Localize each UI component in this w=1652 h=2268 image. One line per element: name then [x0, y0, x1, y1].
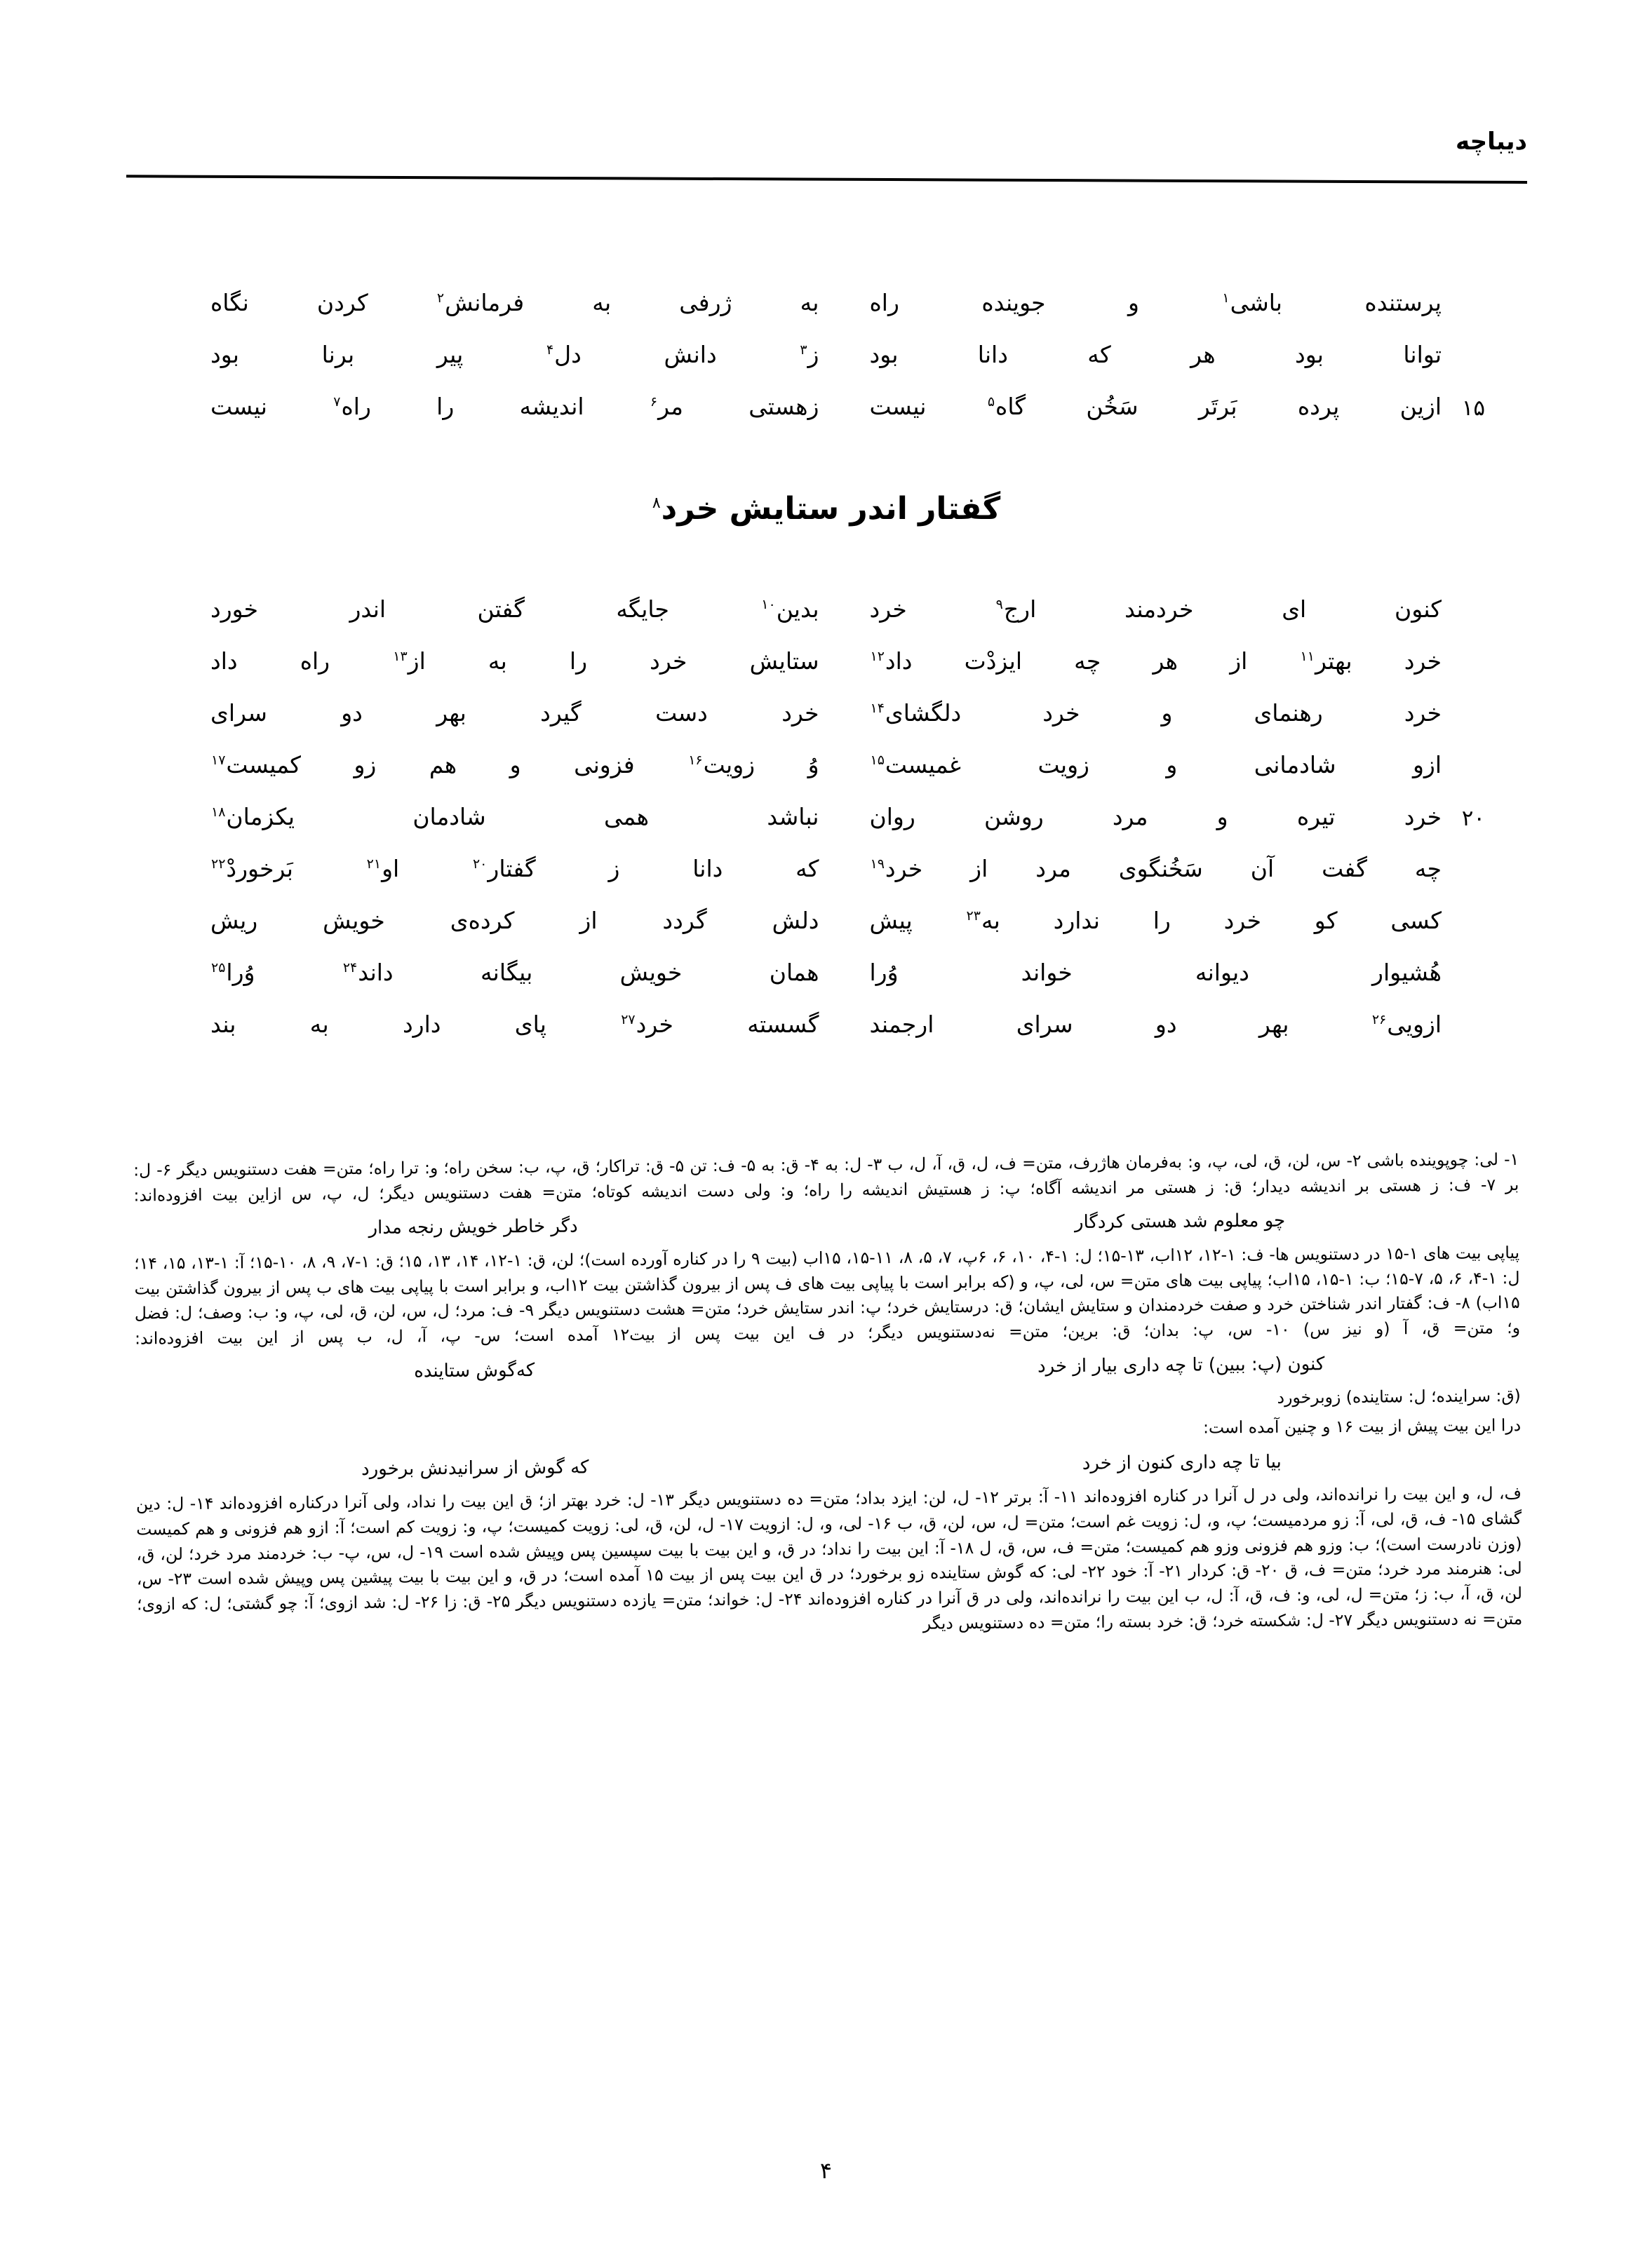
hemistich-tail: او: [382, 855, 472, 882]
hemistich-text: ازین پرده بَرتَر سَخُن گاه: [995, 393, 1442, 420]
hemistich-tail: فزونی و هم زو کمیست: [226, 751, 688, 778]
quoted-hemistich-left: که‌گوش ستاینده: [414, 1359, 535, 1382]
apparatus-note: درا این بیت پیش از بیت ۱۶ و چنین آمده است:: [1202, 1415, 1522, 1438]
hemistich-right: [826, 593, 1442, 626]
footnote-marker: ۲۶: [1371, 1012, 1387, 1027]
hemistich-tail-2: بَرخوردْ: [226, 855, 366, 882]
hemistich-left: [210, 904, 826, 938]
verse-line: [210, 644, 1442, 696]
footnote-marker: ۱۱: [1300, 649, 1315, 664]
hemistich-text: ازویی: [1387, 1011, 1442, 1038]
hemistich-text: به ژرفی به فرمانش: [445, 289, 819, 316]
footnote-marker: ۲۰: [472, 856, 488, 872]
footnote-marker: ۷: [333, 394, 341, 410]
hemistich-right: [826, 956, 1442, 990]
hemistich-right: [826, 852, 1442, 886]
footnote-marker: ۱۰: [761, 597, 776, 612]
footnote-marker: ۲: [436, 290, 445, 306]
apparatus-paragraph: ۱- لی: چوپوینده باشی ۲- س، لن، ق، لی، پ، و: به‌فرمان هاژرف، متن= ف، ل، ق، آ، ل، ب ۳- ل: به ۴- ق: به ۵- ف: تن ۵- ق: تراکار؛ ق، پ، ب: سخن راه؛ و: ترا راه؛ متن= هفت دستنویس دیگر ۶- ل: بر ۷- ف: ز هستی بر اندیشه دیدار؛ ق: ز هستی مر اندیشه آگاه؛ پ: ز هستیش اندیشه را راه؛ و: ولی دست اندیشه کوتاه؛ متن= هفت دستنویس دیگر؛ ل، پ، س ازاین بیت افزوده‌اند:: [133, 1149, 1519, 1206]
folio-number: ۴: [819, 2157, 833, 2184]
quoted-hemistich-right: کنون (پ: ببین) تا چه داری بیار از خرد: [1037, 1354, 1325, 1377]
verse-line: [210, 338, 1442, 390]
hemistich-text: زهستی مر: [658, 393, 819, 420]
hemistich-text: همان خویش بیگانه داند: [358, 959, 819, 986]
hemistich-text: کنون ای خردمند ارج: [1003, 595, 1442, 623]
hemistich-tail: پیش: [869, 907, 966, 934]
section-heading: [0, 491, 1652, 527]
footnote-marker: ۱۵: [870, 752, 885, 768]
hemistich-left: [210, 800, 826, 834]
hemistich-tail: نیست: [869, 393, 987, 420]
bayt-number: ۲۰: [1461, 806, 1485, 831]
hemistich-left: [210, 696, 826, 730]
footnote-marker: ۱۴: [870, 701, 885, 716]
hemistich-tail: از هر چه ایزدْت داد: [885, 647, 1300, 675]
footnote-marker: ۱۷: [211, 752, 226, 768]
footnote-marker: ۶: [650, 394, 658, 410]
verse-line: [210, 696, 1442, 748]
hemistich-left: [210, 644, 826, 678]
hemistich-left: [210, 338, 826, 372]
quoted-hemistich-left: دگر خاطر خویش رنجه مدار: [368, 1215, 578, 1239]
footnote-marker: ۲۳: [966, 908, 981, 924]
verse-line: [210, 1008, 1442, 1060]
header-rule: [126, 175, 1527, 184]
verse-block-second: [210, 593, 1485, 1060]
hemistich-right: [826, 696, 1442, 730]
footnote-marker: ۱۶: [688, 752, 703, 768]
hemistich-tail: خرد: [869, 595, 995, 623]
hemistich-tail: اندیشه را راه: [341, 393, 650, 420]
hemistich-left: [210, 286, 826, 320]
hemistich-text: کسی کو خرد را ندارد به: [981, 907, 1442, 934]
verse-block-first: [210, 286, 1485, 442]
hemistich-text: گسسته خرد: [636, 1011, 819, 1038]
hemistich-text: بدین: [776, 595, 819, 623]
hemistich-text: که دانا ز گفتار: [488, 855, 819, 882]
hemistich-tail: بهر دو سرای ارجمند: [869, 1011, 1371, 1038]
hemistich-text: خرد بهتر: [1315, 647, 1442, 675]
hemistich-text: دلش گردد از کرده‌ی خویش ریش: [210, 907, 819, 934]
quoted-hemistich-left: که گوش از سرانیدنش برخورد: [361, 1457, 589, 1480]
verse-line: [210, 800, 1485, 852]
footnote-marker: ۱: [1222, 290, 1230, 306]
apparatus-quoted-verse: [135, 1349, 1520, 1388]
hemistich-right: [826, 338, 1442, 372]
footnote-marker: ۲۷: [621, 1012, 636, 1027]
apparatus-quote-tail: (ق: سراینده؛ ل: ستاینده) زو‌برخورد: [1277, 1386, 1521, 1408]
hemistich-right: [826, 800, 1442, 834]
hemistich-right: [826, 1008, 1442, 1041]
hemistich-tail-2: نیست: [210, 393, 333, 420]
apparatus-quoted-verse: [134, 1206, 1519, 1244]
verse-line: [210, 286, 1442, 338]
hemistich-text: نباشد همی شادمان یکزمان: [226, 803, 819, 830]
hemistich-tail: و جوینده راه: [869, 289, 1222, 316]
quoted-hemistich-right: چو معلوم شد هستی کردگار: [1074, 1210, 1286, 1234]
hemistich-tail: جایگه گفتن اندر خورد: [210, 595, 761, 623]
hemistich-text: خرد دست گیرد بهر دو سرای: [210, 699, 819, 727]
verse-line: [210, 956, 1442, 1008]
verse-line: [210, 748, 1442, 800]
hemistich-text: هُشیوار دیوانه خواند وُرا: [869, 959, 1442, 986]
verse-line: [210, 904, 1442, 956]
hemistich-left: [210, 593, 826, 626]
hemistich-text: توانا بود هر که دانا بود: [869, 341, 1442, 368]
verse-line: [210, 390, 1485, 442]
quoted-hemistich-right: بیا تا چه داری کنون از خرد: [1082, 1451, 1282, 1474]
footnote-marker: ۹: [995, 597, 1003, 612]
hemistich-tail-2: پیر برنا بود: [210, 341, 546, 368]
footnote-marker: ۸: [652, 494, 661, 513]
apparatus-paragraph: پیاپی بیت های ۱-۱۵ در دستنویس ها- ف: ۱-۱۲، ۱۲اب، ۱۳-۱۵؛ ل: ۱-۴، ۱۰، ۶، ۶پ، ۷، ۵، ۸، ۱۱-۱۵، ۱۵اب (بیت ۹ را در کناره آورده است)؛ لن، ق: ۱-۱۲، ۱۴، ۱۳، ۱۵؛ ق: ۱-۷، ۹، ۸، ۱۰-۱۵؛ آ: ۱-۱۳، ۱۵، ۱۴؛ ل: ۱-۴، ۶، ۵، ۷-۱۵؛ ب: ۱-۱۵، ۱۵اب؛ پیاپی بیت های متن= س، لی، پ، و (که برابر است با پیاپی بیت های ف پس از بیرون گذاشتن بیت ۱۲اب، و برابر است با پیاپی بیت های ب پس از بیرون گذاشتن بیت ۱۵اب) ۸- ف: گفتار اندر شناختن خرد و صفت خردمندان و ستایش ایشان؛ ق: درستایش خرد؛ پ: اندر ستایش خرد؛ متن= هشت دستنویس دیگر ۹- ف: مرد؛ ل، س، لن، ق، لی، پ، و: ب: وصف؛ ل: فضل و؛ متن= ق، آ (و نیز س) ۱۰- س، پ: بدان؛ ق: برین؛ متن= نه‌دستنویس دیگر؛ در ف این بیت پس از بیت۱۲ آمده است؛ س- پ، آ، ل، ب پس از این بیت افزوده‌اند:: [134, 1242, 1521, 1349]
footnote-marker: ۱۸: [211, 804, 226, 820]
apparatus-quoted-verse: [135, 1447, 1521, 1485]
footnote-marker: ۲۴: [342, 960, 358, 976]
hemistich-right: [826, 286, 1442, 320]
footnote-marker: ۳: [800, 342, 807, 358]
hemistich-left: [210, 390, 826, 424]
hemistich-tail: پای دارد به بند: [210, 1011, 621, 1038]
hemistich-left: [210, 1008, 826, 1041]
footnote-marker: ۲۲: [211, 856, 226, 872]
footnote-marker: ۱۹: [870, 856, 885, 872]
hemistich-left: [210, 956, 826, 990]
hemistich-text: ستایش خرد را به از: [408, 647, 819, 675]
footnote-marker: ۲۵: [211, 960, 226, 976]
bayt-number: ۱۵: [1461, 396, 1485, 421]
verse-line: [210, 593, 1442, 644]
hemistich-text: خرد تیره و مرد روشن روان: [869, 803, 1442, 830]
hemistich-right: [826, 904, 1442, 938]
footnote-marker: ۱۲: [870, 649, 885, 664]
hemistich-text: ازو شادمانی و زویت غمیست: [885, 751, 1442, 778]
hemistich-left: [210, 852, 826, 886]
apparatus-paragraph: ف، ل، و این بیت را نرانده‌اند، ولی در ل آنرا در کناره افزوده‌اند ۱۱- آ: برتر ۱۲- ل، لن: ایزد بداد؛ متن= ده دستنویس دیگر ۱۳- ل: خرد بهتر از؛ ق این بیت را نداد، ولی آنرا درکناره افزوده‌اند ۱۴- ل: دین گشای ۱۵- ف، ق، لی، آ: زو مردمیست؛ پ، و، ل: زویت غم است؛ متن= ل، س، لن، ق، ب ۱۶- لی، و، ل: ازویت ۱۷- ل، لن، ق، لی: زویت کمیست؛ پ، و: زویت کم است؛ آ: ازو هم فزونی و هم کمیست (وزن نادرست است)؛ ب: وزو هم فزونی وزو هم کمیست؛ متن= ف، س، ق، ل ۱۸- آ: این بیت را نداد؛ در ق، و این بیت با بیت سپسین پس وپیش شده است ۱۹- ل، س، پ- ب: خردمند مرد خرد؛ لن، ق، لی: هنرمند مرد خرد؛ متن= ف، ق ۲۰- ق: کردار ۲۱- آ: خود ۲۲- لی: که گوش ستاینده زو برخورد؛ در ق این بیت پس از بیت ۱۵ آمده است؛ در ق، و این بیت با بیت پیشین پس وپیش شده است ۲۳- س، لن، ق، آ، ب: ز؛ متن= ل، لی، و: ف، ق، آ: ل، ب این بیت را نرانده‌اند، ولی در ق آنرا در کناره افزوده‌اند ۲۴- ل: خواند؛ متن= یازده دستنویس دیگر ۲۵- ق: زا ۲۶- ل: شد ازوی؛ آ: چو گشتی؛ ل: که ازوی؛ متن= نه دستنویس دیگر ۲۷- ل: شکسته خرد؛ ق: خرد بسته را؛ متن= ده دستنویس دیگر: [135, 1483, 1523, 1633]
hemistich-right: [826, 748, 1442, 782]
section-heading-text: گفتار اندر ستایش خرد: [661, 491, 1001, 527]
verse-line: [210, 852, 1442, 904]
hemistich-left: [210, 748, 826, 782]
footnote-marker: ۲۱: [366, 856, 382, 872]
hemistich-right: [826, 390, 1442, 424]
footnote-marker: ۱۳: [393, 649, 408, 664]
hemistich-right: [826, 644, 1442, 678]
hemistich-text: ز: [807, 341, 819, 368]
hemistich-tail: راه داد: [210, 647, 393, 675]
running-head: دیباچه: [1456, 128, 1527, 156]
footnote-marker: ۵: [987, 394, 995, 410]
hemistich-tail: کردن نگاه: [210, 289, 436, 316]
hemistich-text: پرستنده باشی: [1230, 289, 1442, 316]
critical-apparatus: [133, 1147, 1522, 1644]
hemistich-tail: وُرا: [226, 959, 342, 986]
footnote-marker: ۴: [546, 342, 554, 358]
hemistich-tail: دانش دل: [554, 341, 800, 368]
hemistich-text: خرد رهنمای و خرد دلگشای: [885, 699, 1442, 727]
hemistich-text: چه گفت آن سَخُنگوی مرد از خرد: [885, 855, 1442, 882]
hemistich-text: وُ زویت: [703, 751, 819, 778]
